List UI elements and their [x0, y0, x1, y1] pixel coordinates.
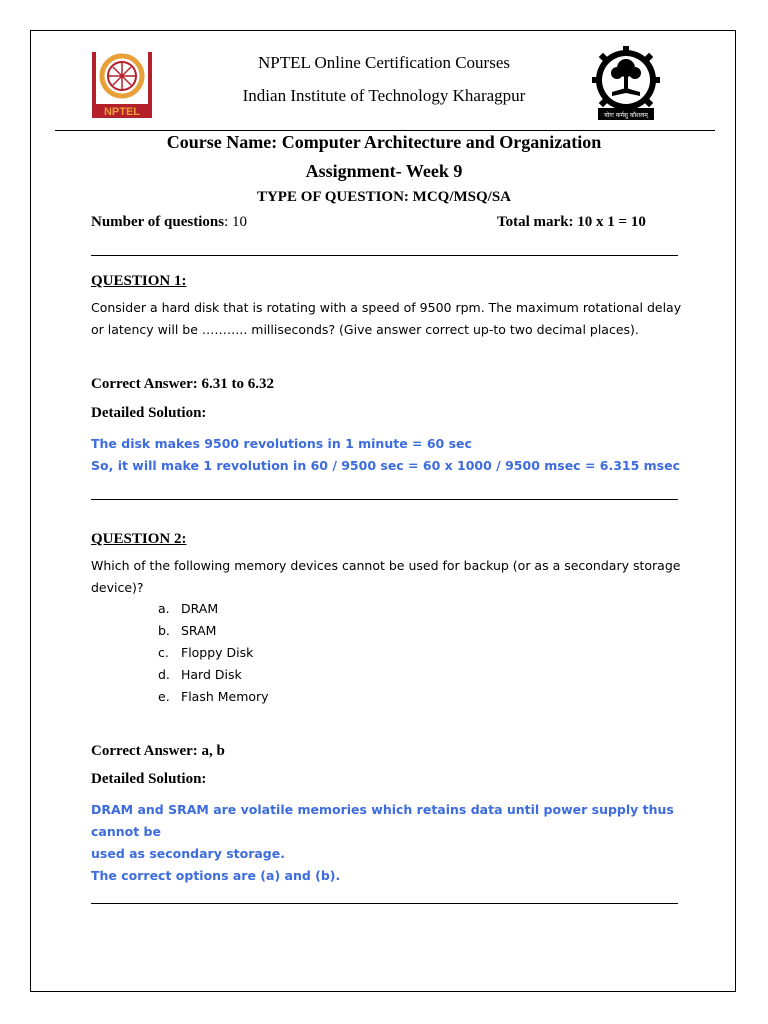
header-divider — [55, 130, 715, 131]
option-letter: a. — [158, 601, 170, 616]
question-1-title: QUESTION 1: — [91, 273, 187, 289]
question-2-answer: Correct Answer: a, b — [91, 743, 225, 759]
option-e — [158, 689, 269, 704]
question-2-solution — [91, 799, 691, 865]
nptel-logo-text: NPTEL — [103, 106, 141, 118]
course-name: Course Name: Computer Architecture and Organization — [166, 132, 602, 152]
option-letter: e. — [158, 689, 170, 704]
question-1-solution — [91, 433, 691, 477]
question-1-text-line-1: Consider a hard disk that is rotating with a speed of 9500 rpm. The maximum rotational delay — [91, 300, 682, 315]
option-letter: c. — [158, 645, 169, 660]
number-of-questions-label: Number of questions — [91, 214, 225, 230]
option-text: SRAM — [181, 623, 217, 638]
question-2-text-line-2: device)? — [91, 580, 144, 595]
iit-motto-text: योगः कर्मसु कौशलम् — [604, 112, 648, 119]
option-letter: d. — [158, 667, 170, 682]
section-divider — [91, 903, 678, 904]
question-2-solution-title: Detailed Solution: — [91, 771, 207, 787]
question-1-text-line-2: or latency will be ……….. milliseconds? (Give answer correct up-to two decimal places). — [91, 322, 639, 337]
question-type: TYPE OF QUESTION: MCQ/MSQ/SA — [256, 189, 512, 205]
option-text: Floppy Disk — [181, 645, 254, 660]
option-text: DRAM — [181, 601, 219, 616]
assignment-title: Assignment- Week 9 — [305, 161, 463, 181]
option-a — [158, 601, 218, 616]
question-1-solution-title: Detailed Solution: — [91, 405, 207, 421]
question-2-solution-line-2: used as secondary storage. — [91, 846, 285, 861]
question-1-solution-line-1: The disk makes 9500 revolutions in 1 minute = 60 sec — [91, 436, 472, 451]
number-of-questions-value: : 10 — [224, 214, 247, 230]
question-2-solution-line-1: DRAM and SRAM are volatile memories which retains data until power supply thus cannot be — [91, 802, 674, 839]
number-of-questions — [91, 214, 247, 231]
option-c — [158, 645, 253, 660]
iit-kharagpur-emblem — [590, 46, 662, 122]
question-2-text — [91, 555, 691, 599]
question-1-text — [91, 297, 691, 341]
option-d — [158, 667, 242, 682]
section-divider — [91, 255, 678, 256]
total-mark: Total mark: 10 x 1 = 10 — [497, 214, 646, 230]
institution-line-1: NPTEL Online Certification Courses — [258, 53, 510, 72]
question-2-text-line-1: Which of the following memory devices cannot be used for backup (or as a secondary storage — [91, 558, 681, 573]
option-text: Flash Memory — [181, 689, 269, 704]
option-letter: b. — [158, 623, 170, 638]
question-2-correct-options: The correct options are (a) and (b). — [91, 868, 341, 883]
question-2-title: QUESTION 2: — [91, 531, 187, 547]
institution-line-2: Indian Institute of Technology Kharagpur — [242, 86, 526, 105]
option-b — [158, 623, 216, 638]
question-1-answer: Correct Answer: 6.31 to 6.32 — [91, 376, 275, 392]
question-1-solution-line-2: So, it will make 1 revolution in 60 / 9500 sec = 60 x 1000 / 9500 msec = 6.315 msec — [91, 458, 681, 473]
section-divider — [91, 499, 678, 500]
option-text: Hard Disk — [181, 667, 242, 682]
